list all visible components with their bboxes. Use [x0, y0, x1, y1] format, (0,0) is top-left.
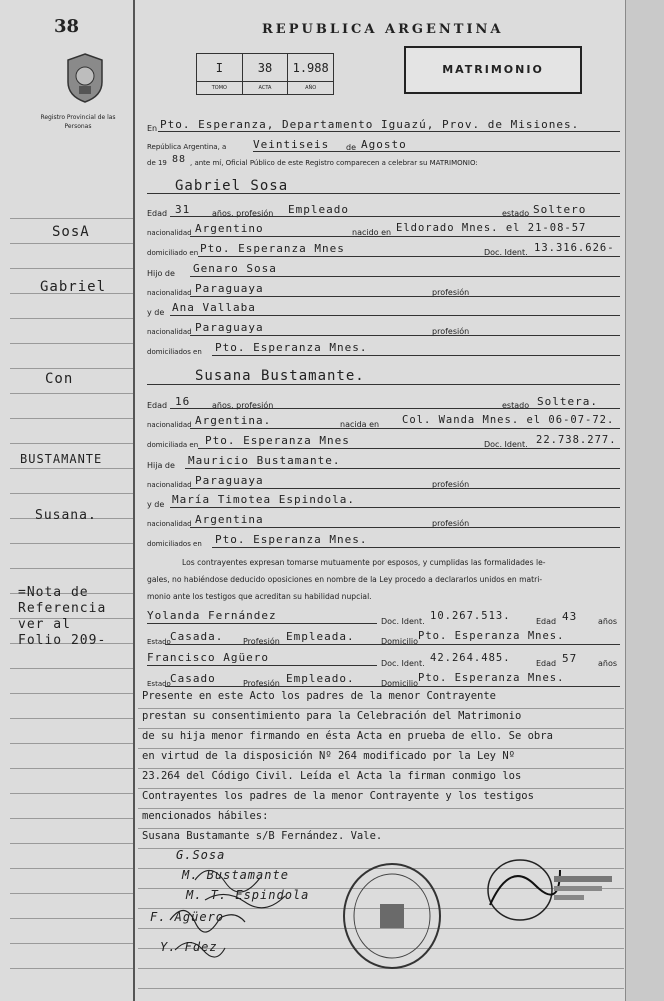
groom-father-nat-label: nacionalidad	[147, 289, 192, 297]
groom-age-label: Edad	[147, 209, 168, 218]
intro-day: Veintiseis	[253, 138, 330, 151]
page-number: 38	[54, 16, 80, 37]
margin-note-line4: Folio 209-	[18, 633, 107, 648]
margin-bride-surname: BUSTAMANTE	[20, 452, 103, 466]
witness2-status: Casado	[170, 672, 216, 685]
year-suffix: 88	[172, 154, 187, 165]
bride-name: Susana Bustamante.	[195, 368, 365, 384]
groom-domicile: Pto. Esperanza Mnes	[200, 242, 345, 255]
witness1-age-label: Edad	[536, 617, 557, 626]
groom-status-label: estado	[502, 209, 530, 218]
bride-parents-dom: Pto. Esperanza Mnes.	[215, 533, 368, 546]
acta-value: 38	[243, 54, 289, 81]
witness1-age: 43	[562, 610, 578, 623]
witness2-prof-label: Profesión	[243, 679, 280, 688]
obs-line5: 23.264 del Código Civil. Leída el Acta la firman conmigo los	[142, 770, 522, 782]
groom-mother-label: y de	[147, 308, 165, 317]
witness2-doc-label: Doc. Ident.	[381, 659, 425, 668]
bride-nat-label: nacionalidad	[147, 421, 192, 429]
page-edge	[625, 0, 664, 1001]
groom-status: Soltero	[533, 203, 587, 216]
acta-label: ACTA	[243, 82, 289, 94]
signature-witness2: F. Agüero	[150, 910, 225, 924]
witness2-profession: Empleado.	[286, 672, 355, 685]
official-seal-icon	[340, 860, 444, 972]
signature-father: M. Bustamante	[182, 868, 289, 882]
ano-label: AÑO	[305, 85, 317, 91]
witness2-dom-label: Domicilio	[381, 679, 419, 688]
obs-line7: mencionados hábiles:	[142, 810, 269, 822]
officer-stamp-icon	[480, 850, 620, 930]
witness1-doc-label: Doc. Ident.	[381, 617, 425, 626]
groom-father: Genaro Sosa	[193, 262, 277, 275]
groom-father-prof-label: profesión	[432, 288, 470, 297]
bride-domicile: Pto. Esperanza Mnes	[205, 434, 350, 447]
margin-column	[0, 0, 135, 1001]
record-table	[196, 53, 334, 95]
signature-mother: M. T. Espindola	[186, 888, 310, 902]
bride-parents-dom-label: domiciliados en	[147, 540, 202, 548]
declaration-line2: gales, no habiéndose deducido oposiciones en nombre de la Ley procedo a declararlos unidos en matri-	[147, 575, 543, 584]
margin-con: Con	[45, 371, 74, 387]
bride-dom-label: domiciliada en	[147, 441, 199, 449]
witness2-domicile: Pto. Esperanza Mnes.	[418, 672, 565, 684]
groom-nationality: Argentino	[195, 222, 264, 235]
year-prefix: de 19	[147, 159, 167, 167]
groom-parents-dom: Pto. Esperanza Mnes.	[215, 341, 368, 354]
witness1-anos-label: años	[598, 617, 618, 626]
bride-nationality: Argentina.	[195, 414, 272, 427]
groom-mother-nat: Paraguaya	[195, 321, 264, 334]
bride-doc-label: Doc. Ident.	[484, 440, 528, 449]
bride-father-nat: Paraguaya	[195, 474, 264, 487]
margin-note-line1: =Nota de	[18, 585, 89, 600]
intro-place: Pto. Esperanza, Departamento Iguazú, Prov. de Misiones.	[160, 118, 580, 131]
bride-mother-nat-label: nacionalidad	[147, 520, 192, 528]
declaration-line1: Los contrayentes expresan tomarse mutuamente por esposos, y cumplidas las formalidades le-	[182, 558, 546, 567]
act-type-box	[404, 46, 582, 94]
bride-prof-label: años, profesión	[212, 401, 274, 410]
bride-father-nat-label: nacionalidad	[147, 481, 192, 489]
margin-groom-surname: SosA	[52, 224, 90, 240]
registry-label: Registro Provincial de las Personas	[40, 114, 116, 130]
groom-profession: Empleado	[288, 203, 349, 216]
witness2-age: 57	[562, 652, 578, 665]
bride-age-label: Edad	[147, 401, 168, 410]
officer-text: , ante mí, Oficial Público de este Registro comparecen a celebrar su MATRIMONIO:	[190, 159, 478, 167]
obs-line1: Presente en este Acto los padres de la menor Contrayente	[142, 690, 497, 702]
bride-mother-prof-label: profesión	[432, 519, 470, 528]
bride-age: 16	[175, 395, 191, 408]
witness1-name: Yolanda Fernández	[147, 609, 277, 622]
obs-line4: en virtud de la disposición Nº 264 modificado por la Ley Nº	[142, 750, 515, 762]
groom-doc-label: Doc. Ident.	[484, 248, 528, 257]
groom-dom-label: domiciliado en	[147, 249, 199, 257]
obs-line8: Susana Bustamante s/B Fernández. Vale.	[142, 830, 383, 842]
margin-note-line3: ver al	[18, 617, 71, 632]
signature-witness1: Y. Fdez	[160, 940, 218, 954]
witness1-dom-label: Domicilio	[381, 637, 419, 646]
declaration-line3: monio ante los testigos que acreditan su habilidad nupcial.	[147, 592, 372, 601]
bride-mother-nat: Argentina	[195, 513, 264, 526]
bride-mother-label: y de	[147, 500, 165, 509]
tomo-label: TOMO	[197, 82, 243, 94]
bride-father-label: Hija de	[147, 461, 175, 470]
bride-doc: 22.738.277.	[536, 434, 617, 446]
groom-age: 31	[175, 203, 191, 216]
intro-de-label: de	[346, 143, 356, 152]
witness1-profession: Empleada.	[286, 630, 355, 643]
witness1-doc: 10.267.513.	[430, 610, 511, 622]
witness2-age-label: Edad	[536, 659, 557, 668]
obs-line3: de su hija menor firmando en ésta Acta en prueba de ello. Se obra	[142, 730, 553, 742]
groom-mother-prof-label: profesión	[432, 327, 470, 336]
groom-prof-label: años, profesión	[212, 209, 274, 218]
signature-groom: G.Sosa	[176, 848, 226, 862]
bride-status-label: estado	[502, 401, 530, 410]
witness1-status: Casada.	[170, 630, 224, 643]
groom-born-label: nacido en	[352, 228, 392, 237]
signature-scribbles	[165, 850, 335, 960]
ano-value: 1.988	[292, 60, 329, 75]
margin-note-line2: Referencia	[18, 601, 107, 616]
groom-birth: Eldorado Mnes. el 21-08-57	[396, 222, 587, 234]
margin-groom-name: Gabriel	[40, 279, 107, 295]
witness2-doc: 42.264.485.	[430, 652, 511, 664]
groom-mother: Ana Vallaba	[172, 301, 256, 314]
witness1-domicile: Pto. Esperanza Mnes.	[418, 630, 565, 642]
bride-father-prof-label: profesión	[432, 480, 470, 489]
intro-month: Agosto	[361, 138, 407, 151]
groom-parents-dom-label: domiciliados en	[147, 348, 202, 356]
bride-father: Mauricio Bustamante.	[188, 454, 341, 467]
groom-nat-label: nacionalidad	[147, 229, 192, 237]
act-type: MATRIMONIO	[442, 63, 544, 76]
groom-name: Gabriel Sosa	[175, 178, 289, 194]
witness1-status-label: Estado	[147, 638, 171, 646]
en-label: En	[147, 124, 158, 133]
obs-line2: prestan su consentimiento para la Celebración del Matrimonio	[142, 710, 522, 722]
republica-label: República Argentina, a	[147, 143, 227, 151]
groom-father-nat: Paraguaya	[195, 282, 264, 295]
margin-bride-name: Susana.	[35, 508, 97, 523]
bride-born-label: nacida en	[340, 420, 380, 429]
provincial-emblem-icon	[62, 52, 108, 104]
witness2-anos-label: años	[598, 659, 618, 668]
groom-doc: 13.316.626-	[534, 242, 615, 254]
witness2-status-label: Estado	[147, 680, 171, 688]
tomo-value: I	[197, 54, 243, 81]
groom-father-label: Hijo de	[147, 269, 175, 278]
country-title: REPUBLICA ARGENTINA	[262, 22, 504, 37]
groom-mother-nat-label: nacionalidad	[147, 328, 192, 336]
bride-birth: Col. Wanda Mnes. el 06-07-72.	[402, 414, 615, 426]
obs-line6: Contrayentes los padres de la menor Contrayente y los testigos	[142, 790, 534, 802]
bride-mother: María Timotea Espindola.	[172, 493, 355, 506]
witness1-prof-label: Profesión	[243, 637, 280, 646]
witness2-name: Francisco Agüero	[147, 651, 269, 664]
bride-status: Soltera.	[537, 395, 598, 408]
